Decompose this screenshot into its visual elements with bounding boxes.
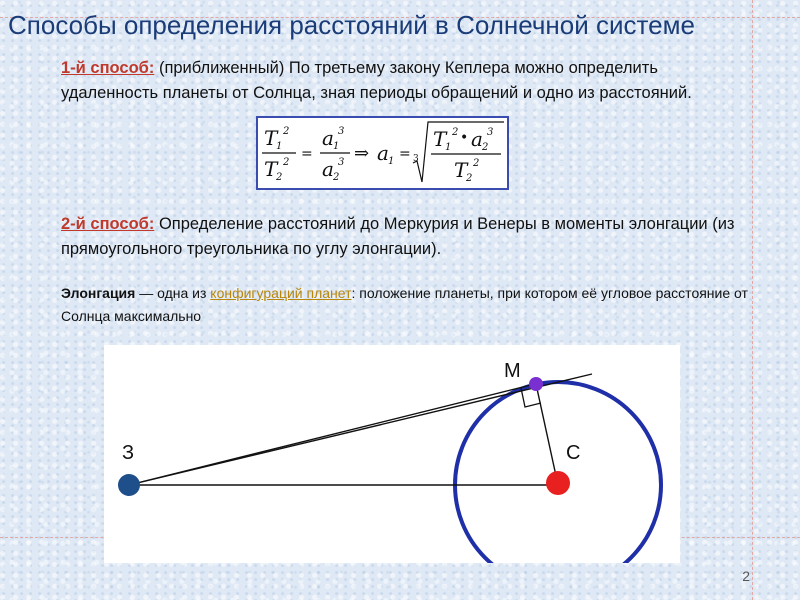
kepler-formula-svg	[258, 118, 507, 188]
formula-root-T2-exp: 2	[473, 158, 480, 169]
formula-T1: T	[264, 126, 278, 150]
formula-a1-sub: 1	[333, 141, 340, 152]
planet-dot	[529, 377, 543, 391]
formula-root-T1-sub: 1	[445, 142, 452, 153]
definition-text-before: — одна из	[135, 285, 211, 301]
planet-sun-line	[536, 384, 558, 485]
sun-dot	[546, 471, 570, 495]
sun-label: С	[566, 442, 581, 464]
formula-root-a2: a	[471, 127, 483, 151]
formula-a2-sub: 2	[333, 172, 340, 183]
elongation-definition	[61, 282, 761, 328]
page-number: 2	[742, 568, 750, 584]
formula-implies: ⇒	[354, 143, 370, 164]
formula-a2: a	[322, 157, 334, 181]
method-2-text: Определение расстояний до Меркурия и Венеры в моменты элонгации (из прямоугольного треугольника по углу элонгации).	[61, 215, 735, 258]
formula-root-index: 3	[413, 154, 419, 164]
formula-a1: a	[322, 126, 334, 150]
planet-configurations-link[interactable]: конфигураций планет	[210, 285, 352, 301]
formula-root-T2-sub: 2	[466, 173, 473, 184]
elongation-diagram	[104, 345, 680, 563]
formula-T2: T	[264, 157, 278, 181]
formula-T1-exp: 2	[283, 126, 290, 137]
method-1-text: (приближенный) По третьему закону Кеплера можно определить удаленность планеты от Солнца, зная периоды обращений и одно из расстояний.	[61, 59, 692, 102]
formula-a1-result-sub: 1	[388, 156, 395, 167]
elongation-diagram-svg	[104, 345, 680, 563]
method-1-label: 1-й способ:	[61, 59, 155, 77]
method-2-paragraph	[61, 212, 751, 262]
method-2-label: 2-й способ:	[61, 215, 155, 233]
formula-T2-exp: 2	[283, 157, 290, 168]
definition-text-after: : положение планеты, при котором её угловое расстояние от Солнца максимально	[61, 285, 748, 324]
formula-root-T1: T	[433, 127, 447, 151]
formula-equals-2: =	[399, 146, 411, 162]
earth-dot	[118, 474, 140, 496]
earth-label: З	[122, 442, 135, 464]
formula-root-T1-exp: 2	[452, 127, 459, 138]
slide-title: Способы определения расстояний в Солнечной системе	[8, 10, 695, 40]
kepler-formula	[256, 116, 509, 190]
formula-root-a2-exp: 3	[487, 127, 494, 138]
formula-equals-1: =	[301, 146, 313, 162]
formula-root-dot: •	[460, 130, 469, 146]
formula-a2-exp: 3	[338, 157, 345, 168]
earth-planet-line	[129, 383, 539, 485]
formula-root-a2-sub: 2	[482, 142, 489, 153]
formula-a1-exp: 3	[338, 126, 345, 137]
planet-label: М	[504, 360, 521, 382]
method-1-paragraph	[61, 56, 751, 106]
definition-term: Элонгация	[61, 285, 136, 301]
formula-T1-sub: 1	[276, 141, 283, 152]
formula-T2-sub: 2	[276, 172, 283, 183]
formula-a1-result: a	[377, 141, 389, 165]
formula-root-T2: T	[454, 158, 468, 182]
